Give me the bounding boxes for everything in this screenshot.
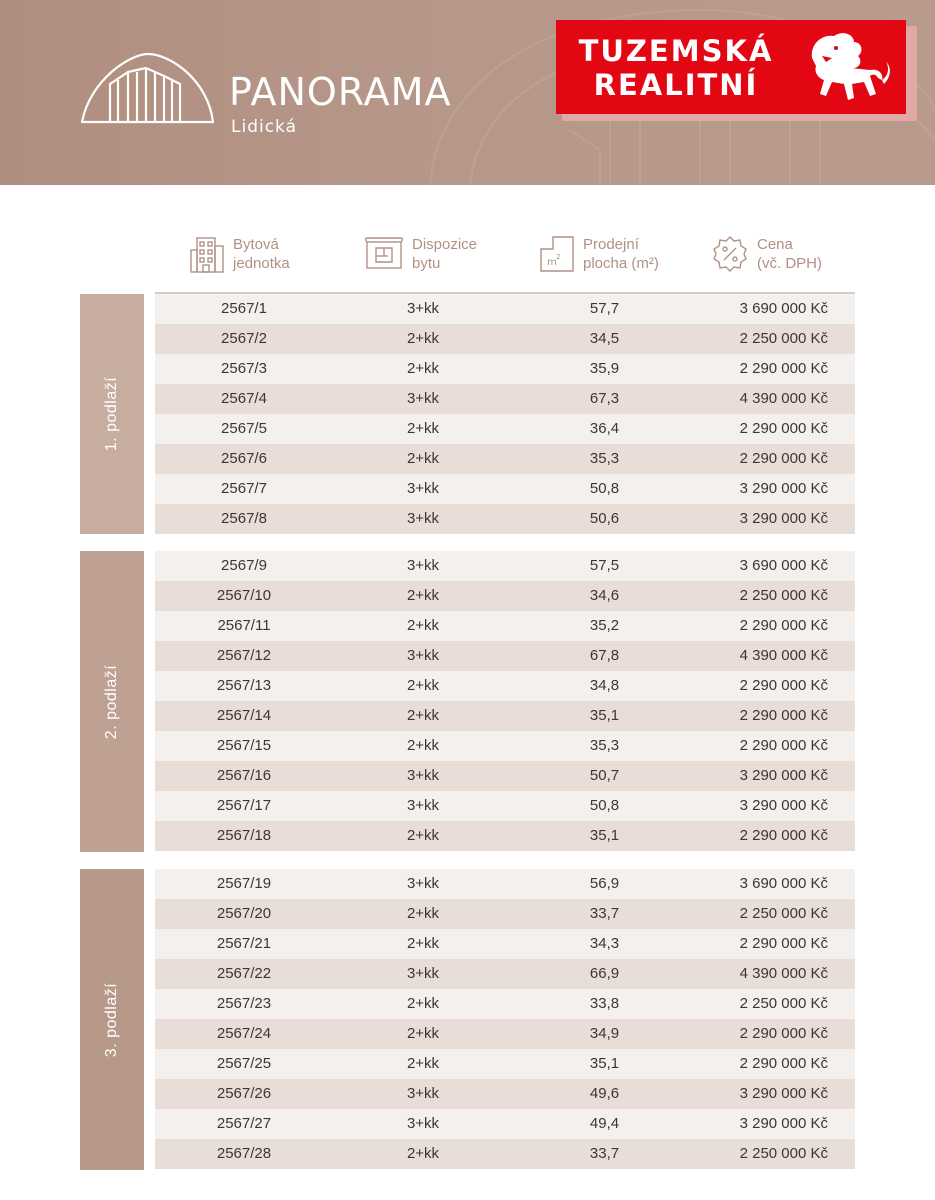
svg-text:m: m [547, 257, 557, 268]
layout-cell: 3+kk [406, 480, 440, 497]
unit-cell: 2567/10 [216, 587, 272, 604]
unit-cell: 2567/13 [216, 677, 272, 694]
area-cell: 35,1 [589, 707, 620, 724]
unit-cell: 2567/2 [221, 330, 267, 347]
table-row [155, 444, 855, 474]
layout-cell: 2+kk [406, 905, 440, 922]
area-cell: 35,3 [589, 450, 620, 467]
area-cell: 35,9 [589, 360, 620, 377]
price-cell: 2 290 000 Kč [739, 617, 828, 634]
unit-cell: 2567/17 [216, 797, 272, 814]
layout-cell: 2+kk [406, 330, 440, 347]
layout-cell: 3+kk [406, 875, 440, 892]
area-cell: 50,6 [589, 510, 620, 527]
layout-cell: 2+kk [406, 587, 440, 604]
unit-cell: 2567/5 [221, 420, 267, 437]
table-row [155, 671, 855, 701]
price-cell: 2 250 000 Kč [739, 330, 828, 347]
unit-cell: 2567/15 [216, 737, 272, 754]
table-row [155, 611, 855, 641]
table-row [155, 929, 855, 959]
table-row [155, 821, 855, 851]
area-m2-icon [539, 235, 575, 273]
table-row [155, 731, 855, 761]
unit-cell: 2567/8 [221, 510, 267, 527]
layout-cell: 2+kk [406, 1055, 440, 1072]
layout-cell: 3+kk [406, 767, 440, 784]
layout-cell: 2+kk [406, 1025, 440, 1042]
layout-cell: 3+kk [406, 797, 440, 814]
unit-cell: 2567/11 [217, 617, 271, 634]
area-cell: 57,7 [589, 300, 620, 317]
percent-badge-icon [711, 235, 749, 273]
table-row [155, 551, 855, 581]
area-cell: 35,2 [589, 617, 620, 634]
area-cell: 57,5 [589, 557, 620, 574]
table-row [155, 869, 855, 899]
panorama-logo-icon [80, 50, 215, 135]
layout-cell: 3+kk [406, 1085, 440, 1102]
table-row [155, 504, 855, 534]
unit-cell: 2567/4 [221, 390, 267, 407]
column-header-label: Bytová jednotka [233, 236, 290, 272]
badge-line-1: TUZEMSKÁ [578, 34, 774, 68]
layout-cell: 2+kk [406, 1145, 440, 1162]
layout-cell: 3+kk [406, 300, 440, 317]
unit-cell: 2567/19 [216, 875, 272, 892]
layout-cell: 2+kk [406, 360, 440, 377]
price-cell: 2 290 000 Kč [739, 935, 828, 952]
table-row [155, 354, 855, 384]
area-cell: 66,9 [589, 965, 620, 982]
price-cell: 2 290 000 Kč [739, 1055, 828, 1072]
price-cell: 3 290 000 Kč [739, 510, 828, 527]
area-cell: 50,7 [589, 767, 620, 784]
column-header-layout [364, 232, 477, 276]
price-cell: 2 250 000 Kč [739, 1145, 828, 1162]
table-row [155, 1019, 855, 1049]
layout-cell: 3+kk [406, 390, 440, 407]
unit-cell: 2567/18 [216, 827, 272, 844]
area-cell: 35,1 [589, 827, 620, 844]
table-row [155, 474, 855, 504]
area-cell: 56,9 [589, 875, 620, 892]
price-cell: 3 290 000 Kč [739, 767, 828, 784]
floor-label: 2. podlaží [103, 664, 120, 739]
layout-cell: 2+kk [406, 827, 440, 844]
svg-text:2: 2 [556, 253, 561, 261]
price-cell: 4 390 000 Kč [739, 647, 828, 664]
area-cell: 34,6 [589, 587, 620, 604]
unit-cell: 2567/22 [216, 965, 272, 982]
unit-cell: 2567/14 [216, 707, 272, 724]
lion-icon [792, 28, 892, 106]
price-cell: 2 250 000 Kč [739, 905, 828, 922]
floor-plan-icon [364, 236, 404, 272]
unit-cell: 2567/3 [221, 360, 267, 377]
unit-cell: 2567/25 [216, 1055, 272, 1072]
price-cell: 2 290 000 Kč [739, 827, 828, 844]
brand-title: PANORAMA [229, 70, 452, 114]
area-cell: 33,7 [589, 905, 620, 922]
layout-cell: 2+kk [406, 995, 440, 1012]
area-cell: 34,8 [589, 677, 620, 694]
table-row [155, 581, 855, 611]
area-cell: 50,8 [589, 480, 620, 497]
unit-cell: 2567/20 [216, 905, 272, 922]
price-cell: 3 690 000 Kč [739, 875, 828, 892]
tuzemska-realitni-badge [556, 20, 906, 114]
table-row [155, 899, 855, 929]
layout-cell: 2+kk [406, 677, 440, 694]
unit-cell: 2567/7 [221, 480, 267, 497]
price-cell: 4 390 000 Kč [739, 390, 828, 407]
table-row [155, 1109, 855, 1139]
price-cell: 2 290 000 Kč [739, 420, 828, 437]
table-row [155, 1049, 855, 1079]
layout-cell: 3+kk [406, 510, 440, 527]
unit-cell: 2567/21 [216, 935, 272, 952]
area-cell: 33,7 [589, 1145, 620, 1162]
unit-cell: 2567/6 [221, 450, 267, 467]
price-cell: 3 690 000 Kč [739, 300, 828, 317]
unit-cell: 2567/23 [216, 995, 272, 1012]
table-row [155, 641, 855, 671]
table-row [155, 294, 855, 324]
table-row [155, 959, 855, 989]
price-cell: 2 250 000 Kč [739, 995, 828, 1012]
unit-cell: 2567/26 [216, 1085, 272, 1102]
price-cell: 4 390 000 Kč [739, 965, 828, 982]
column-header-price [711, 232, 822, 276]
area-cell: 49,4 [589, 1115, 620, 1132]
column-header-label: Dispozice bytu [412, 236, 478, 272]
floor-group-3-bar [80, 869, 144, 1170]
area-cell: 34,5 [589, 330, 620, 347]
unit-cell: 2567/28 [216, 1145, 272, 1162]
price-cell: 2 290 000 Kč [739, 737, 828, 754]
floor-group-1-bar [80, 294, 144, 534]
floor-label: 1. podlaží [103, 376, 120, 452]
table-row [155, 1139, 855, 1169]
area-cell: 49,6 [589, 1085, 620, 1102]
area-cell: 67,3 [589, 390, 620, 407]
price-cell: 2 290 000 Kč [739, 677, 828, 694]
layout-cell: 2+kk [406, 737, 440, 754]
layout-cell: 2+kk [406, 935, 440, 952]
badge-text [578, 34, 774, 102]
layout-cell: 2+kk [406, 450, 440, 467]
table-row [155, 384, 855, 414]
price-cell: 3 290 000 Kč [739, 1085, 828, 1102]
table-row [155, 989, 855, 1019]
unit-cell: 2567/16 [216, 767, 272, 784]
area-cell: 35,1 [589, 1055, 620, 1072]
layout-cell: 3+kk [406, 1115, 440, 1132]
floor-label: 3. podlaží [103, 982, 120, 1057]
layout-cell: 2+kk [406, 420, 440, 437]
table-row [155, 324, 855, 354]
table-row [155, 761, 855, 791]
price-cell: 2 250 000 Kč [739, 587, 828, 604]
price-cell: 2 290 000 Kč [739, 450, 828, 467]
unit-cell: 2567/27 [216, 1115, 272, 1132]
unit-cell: 2567/12 [216, 647, 272, 664]
area-cell: 35,3 [589, 737, 620, 754]
unit-cell: 2567/9 [221, 557, 267, 574]
column-header-unit [189, 232, 290, 276]
table-row [155, 1079, 855, 1109]
column-header-label: Cena (vč. DPH) [757, 236, 822, 272]
table-row [155, 414, 855, 444]
header-banner [0, 0, 935, 185]
area-cell: 34,3 [589, 935, 620, 952]
area-cell: 34,9 [589, 1025, 620, 1042]
price-cell: 2 290 000 Kč [739, 707, 828, 724]
layout-cell: 3+kk [406, 647, 440, 664]
badge-line-2: REALITNÍ [593, 68, 759, 102]
unit-cell: 2567/24 [216, 1025, 272, 1042]
price-cell: 3 290 000 Kč [739, 480, 828, 497]
building-icon [189, 234, 225, 274]
area-cell: 33,8 [589, 995, 620, 1012]
unit-cell: 2567/1 [221, 300, 267, 317]
price-cell: 3 690 000 Kč [739, 557, 828, 574]
floor-group-2-bar [80, 551, 144, 852]
column-header-area [539, 232, 659, 276]
area-cell: 36,4 [589, 420, 620, 437]
price-cell: 3 290 000 Kč [739, 1115, 828, 1132]
layout-cell: 3+kk [406, 965, 440, 982]
table-row [155, 791, 855, 821]
layout-cell: 3+kk [406, 557, 440, 574]
price-cell: 3 290 000 Kč [739, 797, 828, 814]
area-cell: 50,8 [589, 797, 620, 814]
price-cell: 2 290 000 Kč [739, 360, 828, 377]
column-header-label: Prodejní plocha (m²) [583, 236, 659, 272]
layout-cell: 2+kk [406, 617, 440, 634]
price-cell: 2 290 000 Kč [739, 1025, 828, 1042]
brand-subtitle: Lidická [231, 117, 298, 137]
area-cell: 67,8 [589, 647, 620, 664]
table-row [155, 701, 855, 731]
layout-cell: 2+kk [406, 707, 440, 724]
